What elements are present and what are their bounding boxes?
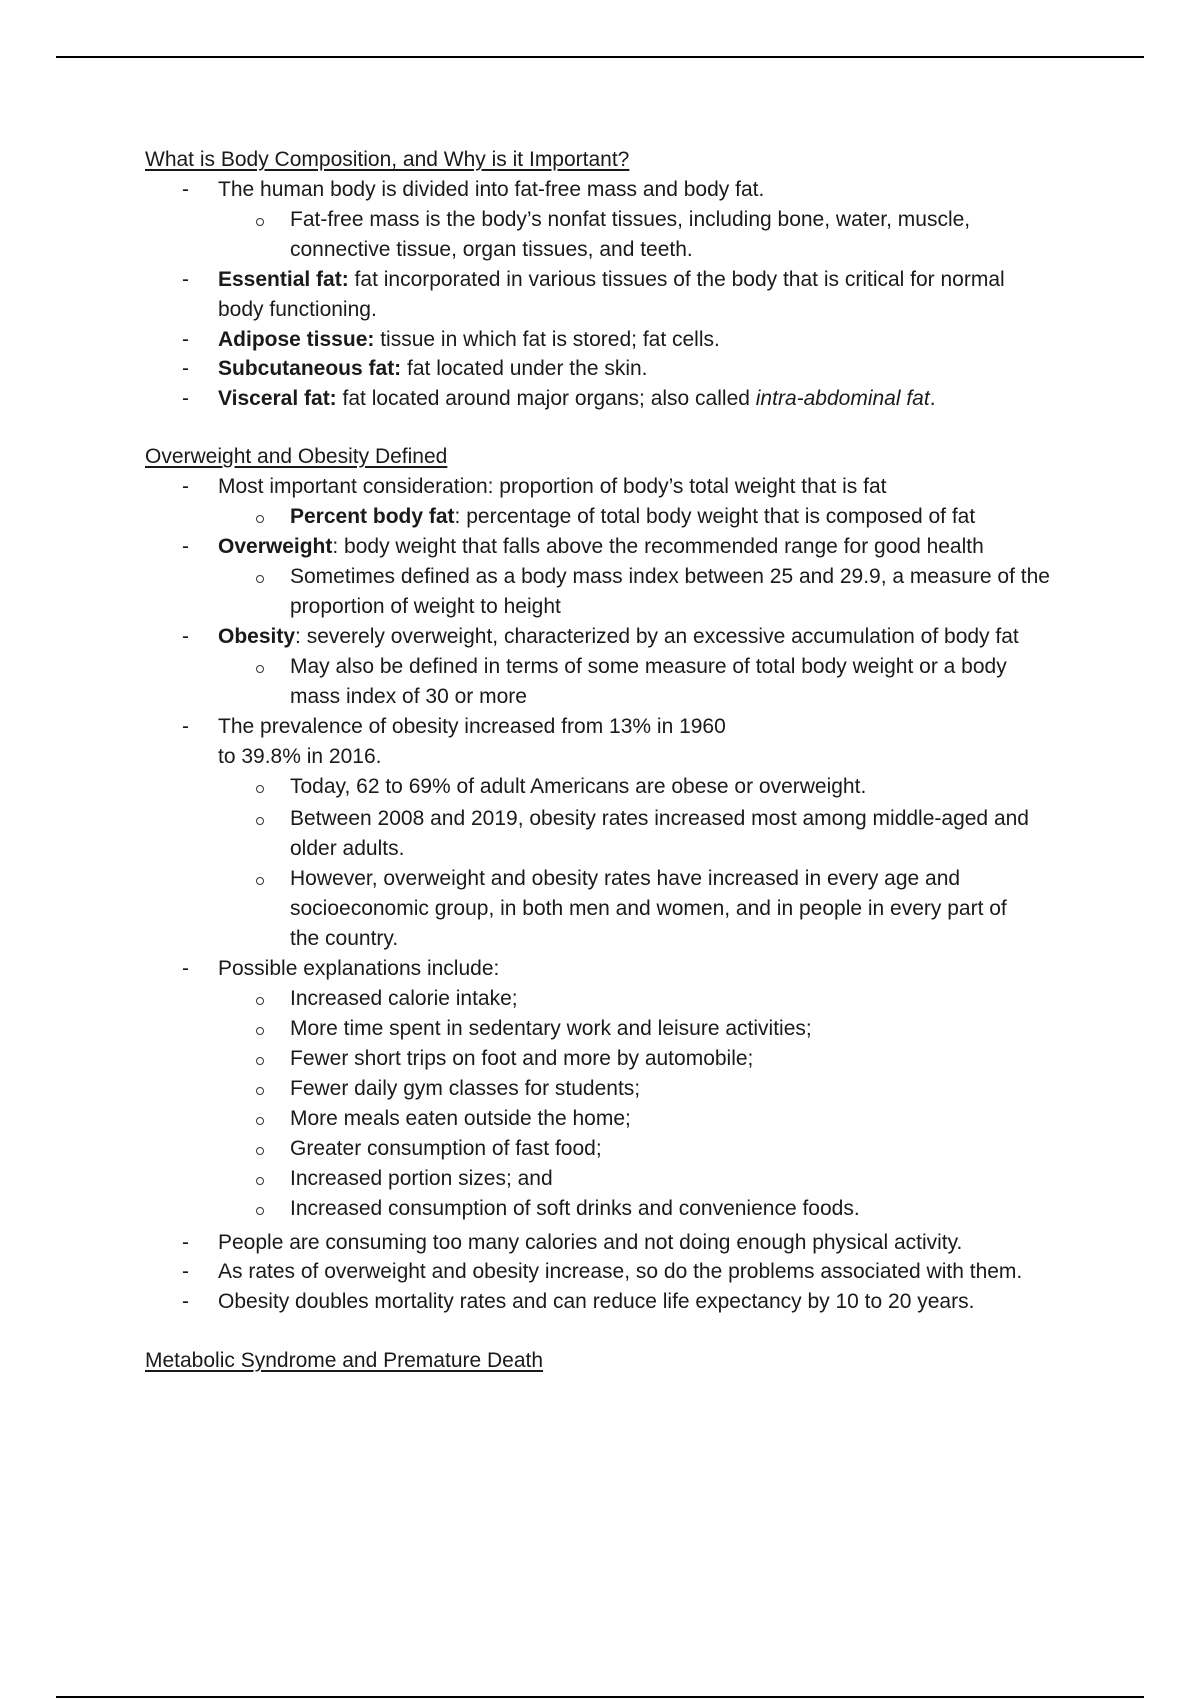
list-item-continuation: socioeconomic group, in both men and women, and in people in every part of <box>290 897 1007 920</box>
header-rule <box>56 56 1144 58</box>
dash-bullet: - <box>182 715 189 738</box>
list-item-continuation: connective tissue, organ tissues, and teeth. <box>290 238 693 261</box>
list-item: However, overweight and obesity rates have increased in every age and <box>290 867 961 890</box>
list-item: The human body is divided into fat-free mass and body fat. <box>218 178 765 201</box>
list-item: Greater consumption of fast food; <box>290 1137 602 1160</box>
circle-bullet <box>256 1117 264 1125</box>
circle-bullet <box>256 665 264 673</box>
list-item-continuation: to 39.8% in 2016. <box>218 745 382 768</box>
list-item: Obesity: severely overweight, characterized by an excessive accumulation of body fat <box>218 625 1019 648</box>
circle-bullet <box>256 1027 264 1035</box>
list-item: Today, 62 to 69% of adult Americans are obese or overweight. <box>290 775 867 798</box>
circle-bullet <box>256 1057 264 1065</box>
term: Adipose tissue: <box>218 328 375 351</box>
term: Essential fat: <box>218 268 349 291</box>
section-heading: Overweight and Obesity Defined <box>145 445 448 468</box>
list-item-continuation: mass index of 30 or more <box>290 685 527 708</box>
dash-bullet: - <box>182 475 189 498</box>
dash-bullet: - <box>182 268 189 291</box>
circle-bullet <box>256 575 264 583</box>
dash-bullet: - <box>182 625 189 648</box>
circle-bullet <box>256 877 264 885</box>
list-item: May also be defined in terms of some measure of total body weight or a body <box>290 655 1007 678</box>
dash-bullet: - <box>182 328 189 351</box>
list-item: Overweight: body weight that falls above the recommended range for good health <box>218 535 984 558</box>
section-heading: Metabolic Syndrome and Premature Death <box>145 1349 544 1372</box>
list-item: More time spent in sedentary work and leisure activities; <box>290 1017 812 1040</box>
list-item: Increased portion sizes; and <box>290 1167 553 1190</box>
list-item: Obesity doubles mortality rates and can reduce life expectancy by 10 to 20 years. <box>218 1290 975 1313</box>
list-item: People are consuming too many calories and not doing enough physical activity. <box>218 1231 963 1254</box>
list-item: Sometimes defined as a body mass index between 25 and 29.9, a measure of the <box>290 565 1050 588</box>
list-item: Increased consumption of soft drinks and convenience foods. <box>290 1197 860 1220</box>
list-item: The prevalence of obesity increased from 13% in 1960 <box>218 715 726 738</box>
list-item: Most important consideration: proportion of body’s total weight that is fat <box>218 475 887 498</box>
term: Subcutaneous fat: <box>218 357 402 380</box>
list-item: Between 2008 and 2019, obesity rates increased most among middle-aged and <box>290 807 1029 830</box>
circle-bullet <box>256 1087 264 1095</box>
list-item-continuation: the country. <box>290 927 399 950</box>
footer-rule <box>56 1696 1144 1698</box>
list-item: Subcutaneous fat: fat located under the skin. <box>218 357 648 380</box>
list-item: Visceral fat: fat located around major organs; also called intra-abdominal fat. <box>218 387 936 410</box>
circle-bullet <box>256 997 264 1005</box>
dash-bullet: - <box>182 178 189 201</box>
circle-bullet <box>256 515 264 523</box>
list-item: Fewer short trips on foot and more by automobile; <box>290 1047 754 1070</box>
circle-bullet <box>256 785 264 793</box>
list-item: As rates of overweight and obesity increase, so do the problems associated with them. <box>218 1260 1023 1283</box>
term: Visceral fat: <box>218 387 337 410</box>
term: Overweight <box>218 535 333 558</box>
circle-bullet <box>256 218 264 226</box>
dash-bullet: - <box>182 387 189 410</box>
dash-bullet: - <box>182 957 189 980</box>
list-item: Fat-free mass is the body’s nonfat tissues, including bone, water, muscle, <box>290 208 971 231</box>
list-item-continuation: proportion of weight to height <box>290 595 561 618</box>
dash-bullet: - <box>182 1290 189 1313</box>
list-item: More meals eaten outside the home; <box>290 1107 631 1130</box>
list-item-continuation: body functioning. <box>218 298 377 321</box>
list-item: Possible explanations include: <box>218 957 500 980</box>
term: Obesity <box>218 625 296 648</box>
term: Percent body fat <box>290 505 455 528</box>
list-item: Essential fat: fat incorporated in various tissues of the body that is critical for normal <box>218 268 1005 291</box>
circle-bullet <box>256 1207 264 1215</box>
circle-bullet <box>256 1177 264 1185</box>
section-heading: What is Body Composition, and Why is it Important? <box>145 148 630 171</box>
circle-bullet <box>256 817 264 825</box>
dash-bullet: - <box>182 535 189 558</box>
dash-bullet: - <box>182 1231 189 1254</box>
list-item: Adipose tissue: tissue in which fat is stored; fat cells. <box>218 328 720 351</box>
dash-bullet: - <box>182 1260 189 1283</box>
circle-bullet <box>256 1147 264 1155</box>
dash-bullet: - <box>182 357 189 380</box>
list-item: Percent body fat: percentage of total body weight that is composed of fat <box>290 505 976 528</box>
list-item-continuation: older adults. <box>290 837 405 860</box>
list-item: Increased calorie intake; <box>290 987 518 1010</box>
list-item: Fewer daily gym classes for students; <box>290 1077 641 1100</box>
